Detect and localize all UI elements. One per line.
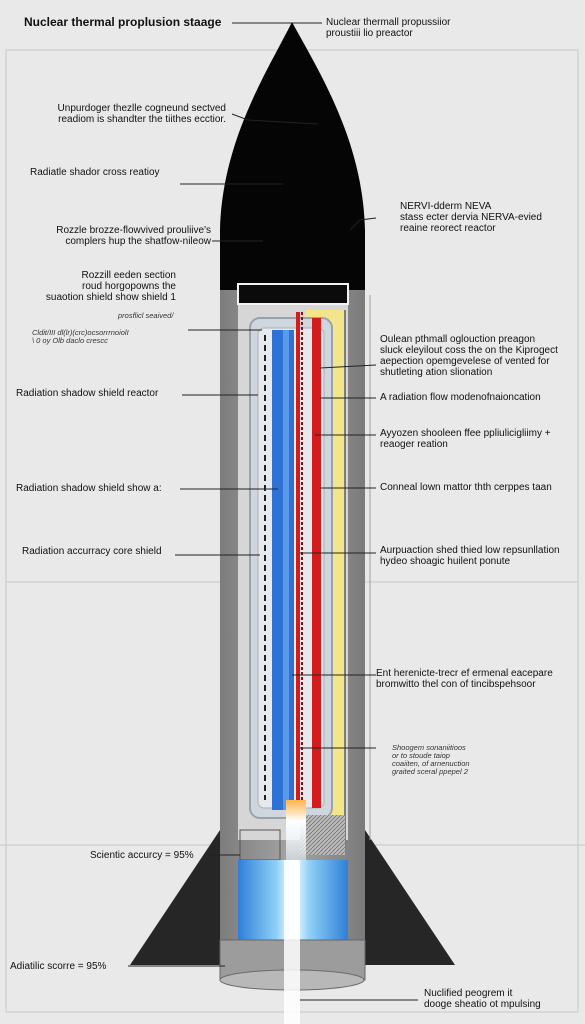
- diagram-title: Nuclear thermal proplusion staage: [24, 15, 222, 29]
- label-left-4: Rozzill eeden section roud horgopowns the suaotion shield show shield 1: [45, 270, 176, 303]
- label-right-4: A radiation flow modenofnaioncation: [380, 392, 541, 403]
- label-right-2: NERVI-dderm NEVA stass ecter dervia NERVA-evied reaine reorect reactor: [400, 201, 542, 234]
- label-right-8: Ent herenicte-trecr ef ermenal eacepare bromwitto thel con of tincibspehsoor: [376, 668, 553, 690]
- label-left-10: Scientic accurcy = 95%: [90, 850, 194, 861]
- label-left-1: Unpurdoger thezlle cogneund sectved readiom is shandter the tiithes ecctior.: [57, 103, 226, 125]
- exhaust-plume: [284, 860, 300, 1024]
- label-left-5: prosflicl seaived/: [118, 311, 174, 320]
- label-right-10: Nuclified peogrem it dooge sheatio ot mpulsing: [424, 988, 541, 1010]
- flame-column: [286, 800, 306, 870]
- red-rod-left: [296, 312, 300, 812]
- label-left-2: Radiatle shador cross reatioy: [30, 167, 160, 178]
- label-left-7: Radiation shadow shield reactor: [16, 388, 159, 399]
- label-left-3: Rozzle brozze-flowvived prouliive's complers hup the shatfow-nileow: [56, 225, 211, 247]
- blue-core-edge: [283, 330, 289, 810]
- label-left-6: Cldit/III dl(lr)(crc)ocsorrrnoiolI \ 0 oy Olb daclo crescc: [32, 328, 129, 345]
- label-right-9: Shoogem sonaniitioos or to stoude taiop coaiiten, of arnenuction graited sceral ppepel 2: [392, 743, 470, 776]
- right-fin: [365, 830, 455, 965]
- label-left-8: Radiation shadow shield show a:: [16, 483, 162, 494]
- label-left-11: Adiatilic scorre = 95%: [10, 961, 107, 972]
- nose-band: [238, 284, 348, 304]
- red-rod-right: [312, 318, 321, 808]
- label-right-1: Nuclear thermall propussiior proustiii lio preactor: [326, 17, 451, 39]
- label-right-3: Oulean pthmall oglouction preagon sluck eleyilout coss the on the Kiprogect aepection opemgevelese of vented for shutleting ation slionation: [380, 334, 558, 378]
- nose-cone: [220, 22, 365, 290]
- hatched-section: [300, 815, 345, 855]
- label-left-9: Radiation accurracy core shield: [22, 546, 162, 557]
- label-right-5: Ayyozen shooleen ffee ppliulicigliimy + reaoger reation: [380, 428, 551, 450]
- label-right-7: Aurpuaction shed thied low repsunllation hydeo shoagic huilent ponute: [380, 545, 560, 567]
- label-right-6: Conneal lown mattor thth cerppes taan: [380, 482, 552, 493]
